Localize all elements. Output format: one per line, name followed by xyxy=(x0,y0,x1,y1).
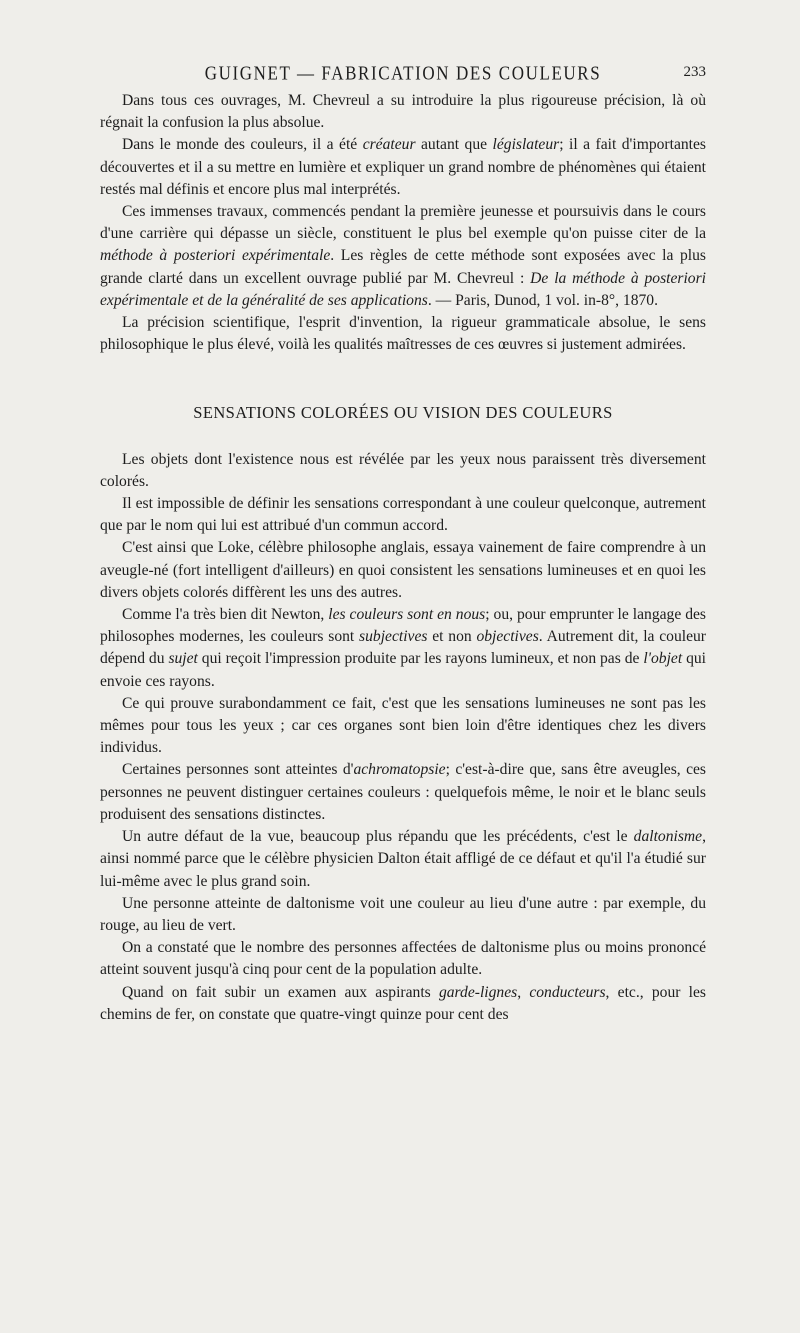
paragraph: Dans le monde des couleurs, il a été créateur autant que législateur; il a fait d'importantes découvertes et il a su mettre en lumière et expliquer un grand nombre de phénomènes qui étaient restés mal définis et encore plus mal interprétés. xyxy=(100,136,706,198)
paragraph: Dans tous ces ouvrages, M. Chevreul a su introduire la plus rigoureuse précision, là où régnait la confusion la plus absolue. xyxy=(100,92,706,132)
body-text xyxy=(100,90,706,1026)
paragraph: Il est impossible de définir les sensations correspondant à une couleur quelconque, autrement que par le nom qui lui est attribué d'un commun accord. xyxy=(100,495,706,535)
paragraph: Ces immenses travaux, commencés pendant la première jeunesse et poursuivis dans le cours d'une carrière qui dépasse un siècle, constituent le plus bel exemple qu'on puisse citer de la méthode à posteriori expérimentale. Les règles de cette méthode sont exposées avec la plus grande clarté dans un excellent ouvrage publié par M. Chevreul : De la méthode à posteriori expérimentale et de la généralité de ses applications. — Paris, Dunod, 1 vol. in-8°, 1870. xyxy=(100,203,707,309)
paragraph: Quand on fait subir un examen aux aspirants garde-lignes, conducteurs, etc., pour les chemins de fer, on constate que quatre-vingt quinze pour cent des xyxy=(100,983,706,1023)
paragraph: Ce qui prouve surabondamment ce fait, c'est que les sensations lumineuses ne sont pas les mêmes pour tous les yeux ; car ces organes sont bien loin d'être identiques chez les divers individus. xyxy=(100,694,706,757)
page-number: 233 xyxy=(683,64,706,80)
paragraph: Un autre défaut de la vue, beaucoup plus répandu que les précédents, c'est le daltonisme, ainsi nommé parce que le célèbre physicien Dalton était affligé de ce défaut et qu'il l'a étudié sur lui-même avec le plus grand soin. xyxy=(100,828,706,890)
paragraph: Certaines personnes sont atteintes d'achromatopsie; c'est-à-dire que, sans être aveugles, ces personnes ne peuvent distinguer certaines couleurs : quelquefois même, le noir et le blanc seuls produisent des sensations distinctes. xyxy=(100,761,706,823)
section-title: SENSATIONS COLORÉES OU VISION DES COULEURS xyxy=(193,403,613,423)
page-header xyxy=(100,62,706,86)
paragraph: On a constaté que le nombre des personnes affectées de daltonisme plus ou moins prononcé atteint souvent jusqu'à cinq pour cent de la population adulte. xyxy=(100,939,706,979)
paragraph: C'est ainsi que Loke, célèbre philosophe anglais, essaya vainement de faire comprendre à un aveugle-né (fort intelligent d'ailleurs) en quoi consistent les sensations lumineuses et en quoi les divers objets colorés diffèrent les uns des autres. xyxy=(100,539,706,601)
paragraph: La précision scientifique, l'esprit d'invention, la rigueur grammaticale absolue, le sens philosophique le plus élevé, voilà les qualités maîtresses de ces œuvres si justement admirées. xyxy=(100,314,706,354)
paragraph: Comme l'a très bien dit Newton, les couleurs sont en nous; ou, pour emprunter le langage des philosophes modernes, les couleurs sont subjectives et non objectives. Autrement dit, la couleur dépend du sujet qui reçoit l'impression produite par les rayons lumineux, et non pas de l'objet qui envoie ces rayons. xyxy=(100,606,707,690)
paragraph: Les objets dont l'existence nous est révélée par les yeux nous paraissent très diversement colorés. xyxy=(100,450,706,490)
running-title: GUIGNET — FABRICATION DES COULEURS xyxy=(204,62,602,84)
paragraph: Une personne atteinte de daltonisme voit une couleur au lieu d'une autre : par exemple, du rouge, au lieu de vert. xyxy=(100,894,706,934)
